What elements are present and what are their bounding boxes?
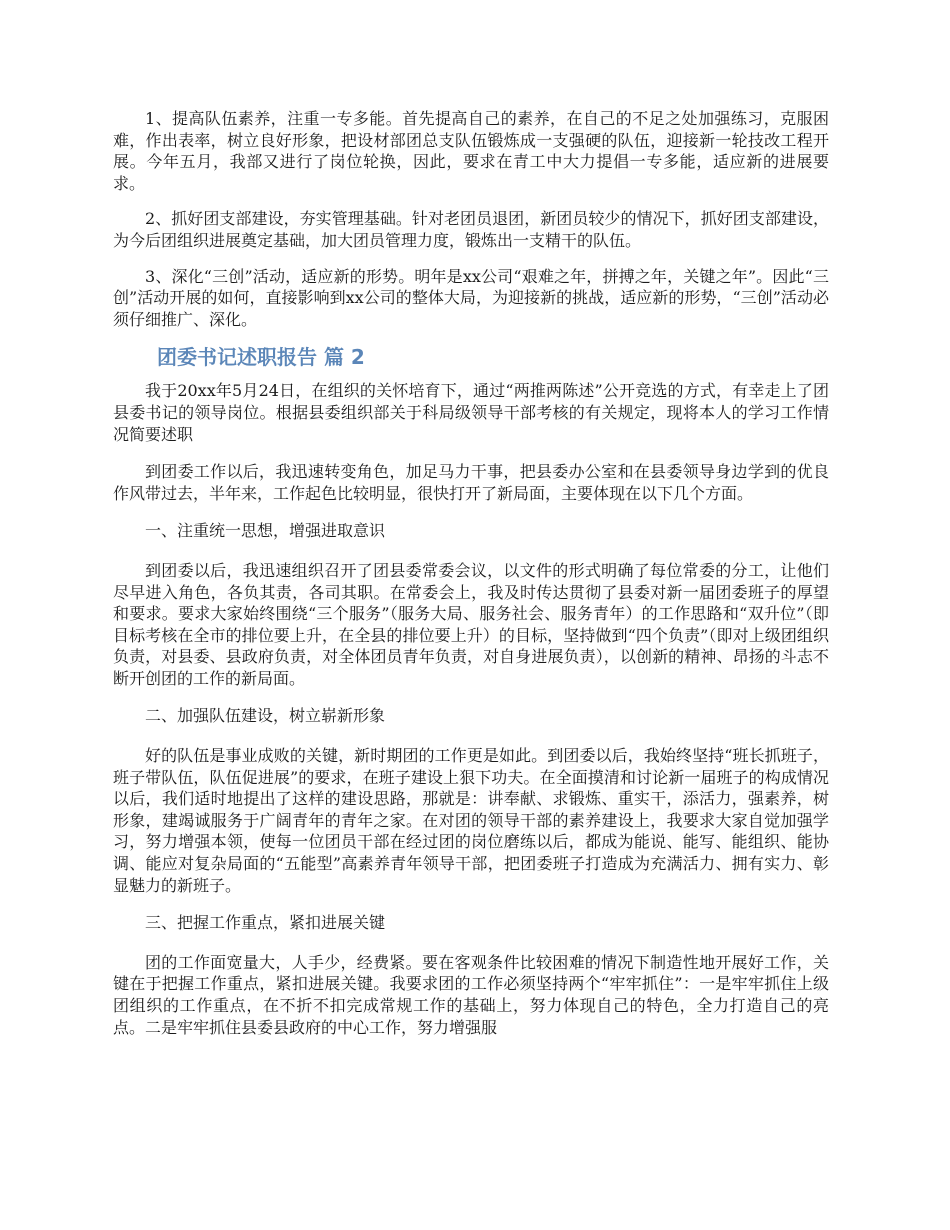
paragraph-1: 到团委以后，我迅速组织召开了团县委常委会议，以文件的形式明确了每位常委的分工，让他们尽早进入角色，各负其责，各司其职。在常委会上，我及时传达贯彻了县委对新一届团委班子的厚望和要求。要求大家始终围绕“三个服务”（服务大局、服务社会、服务青年）的工作思路和“双升位”（即目标考核在全市的排位要上升，在全县的排位要上升）的目标，坚持做到“四个负责”（即对上级团组织负责，对县委、县政府负责，对全体团员青年负责，对自身进展负责），以创新的精神、昂扬的斗志不断开创团的工作的新局面。	[113, 560, 829, 688]
paragraph-main-2: 到团委工作以后，我迅速转变角色，加足马力干事，把县委办公室和在县委领导身边学到的优良作风带过去，半年来，工作起色比较明显，很快打开了新局面，主要体现在以下几个方面。	[113, 462, 829, 503]
heading-2: 二、加强队伍建设，树立崭新形象	[145, 706, 386, 726]
heading-3: 三、把握工作重点，紧扣进展关键	[145, 913, 386, 933]
paragraph-intro-2: 2、抓好团支部建设，夯实管理基础。针对老团员退团，新团员较少的情况下，抓好团支部建设，为今后团组织进展奠定基础，加大团员管理力度，锻炼出一支精干的队伍。	[113, 209, 829, 250]
document-page	[113, 108, 829, 1054]
section-title: 团委书记述职报告 篇 2	[157, 345, 365, 370]
heading-1: 一、注重统一思想，增强进取意识	[145, 521, 386, 541]
paragraph-main-1: 我于20xx年5月24日，在组织的关怀培育下，通过“两推两陈述”公开竞选的方式，有幸走上了团县委书记的领导岗位。根据县委组织部关于科局级领导干部考核的有关规定，现将本人的学习工作情况简要述职	[113, 381, 829, 444]
paragraph-intro-1: 1、提高队伍素养，注重一专多能。首先提高自己的素养，在自己的不足之处加强练习，克服困难，作出表率，树立良好形象，把设材部团总支队伍锻炼成一支强硬的队伍，迎接新一轮技改工程开展。今年五月，我部又进行了岗位轮换，因此，要求在青工中大力提倡一专多能，适应新的进展要求。	[113, 109, 829, 193]
paragraph-3: 团的工作面宽量大，人手少，经费紧。要在客观条件比较困难的情况下制造性地开展好工作，关键在于把握工作重点，紧扣进展关键。我要求团的工作必须坚持两个“牢牢抓住”：一是牢牢抓住上级团组织的工作重点，在不折不扣完成常规工作的基础上，努力体现自己的特色，全力打造自己的亮点。二是牢牢抓住县委县政府的中心工作，努力增强服	[113, 952, 829, 1037]
paragraph-intro-3: 3、深化“三创”活动，适应新的形势。明年是xx公司“艰难之年，拼搏之年，关键之年”。因此“三创”活动开展的如何，直接影响到xx公司的整体大局，为迎接新的挑战，适应新的形势，“三创”活动必须仔细推广、深化。	[113, 266, 829, 329]
paragraph-2: 好的队伍是事业成败的关键，新时期团的工作更是如此。到团委以后，我始终坚持“班长抓班子，班子带队伍，队伍促进展”的要求，在班子建设上狠下功夫。在全面摸清和讨论新一届班子的构成情况以后，我们适时地提出了这样的建设思路，那就是：讲奉献、求锻炼、重实干，添活力，强素养，树形象，建竭诚服务于广阔青年的青年之家。在对团的领导干部的素养建设上，我要求大家自觉加强学习，努力增强本领，使每一位团员干部在经过团的岗位磨练以后，都成为能说、能写、能组织、能协调、能应对复杂局面的“五能型”高素养青年领导干部，把团委班子打造成为充满活力、拥有实力、彰显魅力的新班子。	[113, 746, 829, 895]
